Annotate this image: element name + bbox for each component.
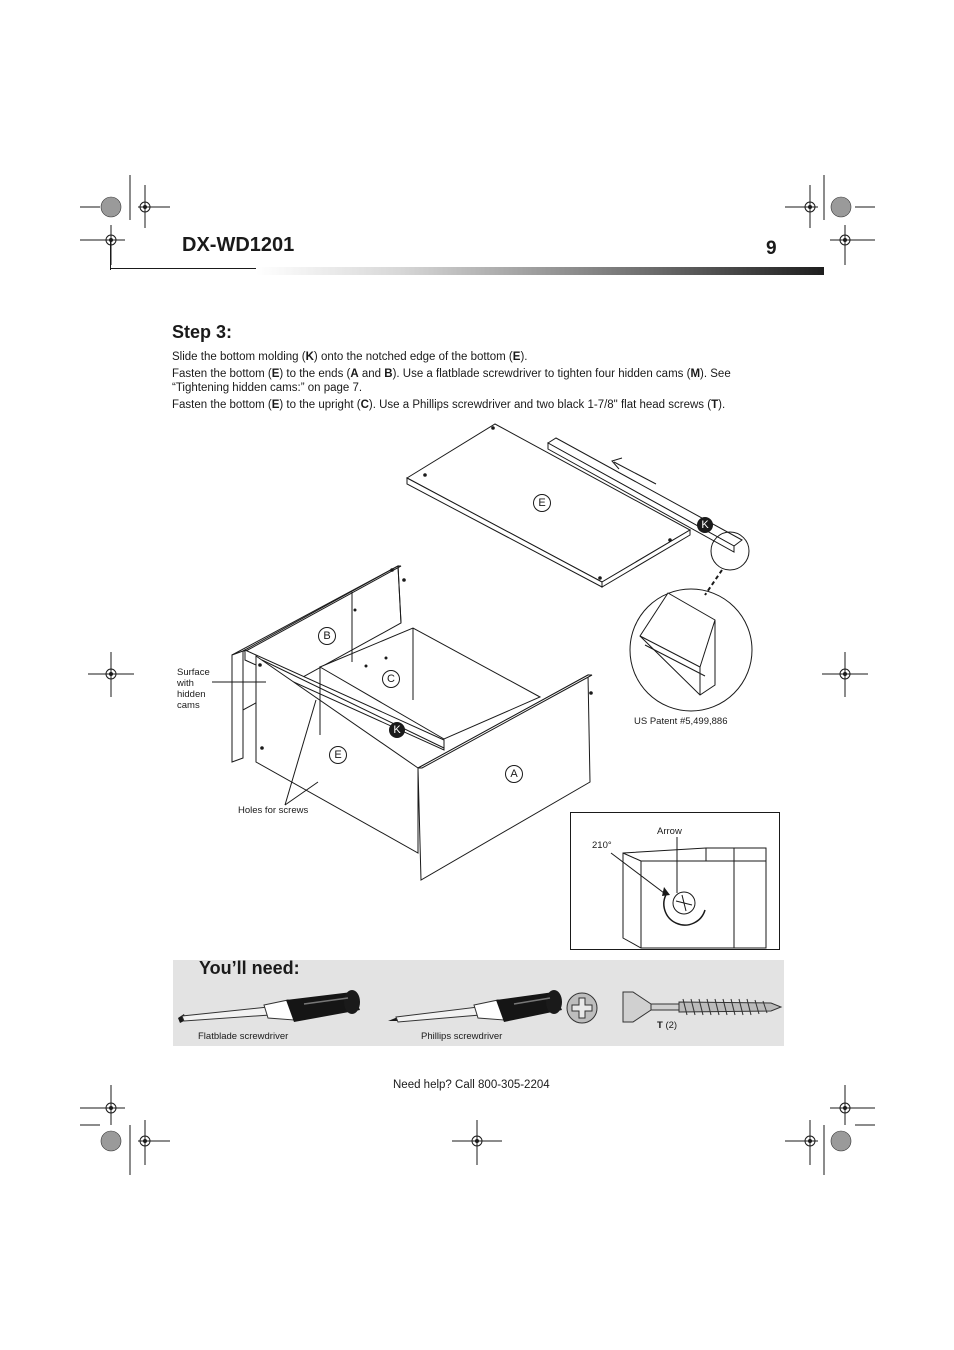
page-number: 9 (766, 238, 777, 259)
text: ). Use a Phillips screwdriver and two black 1-7/8" flat head screws ( (368, 399, 712, 411)
cam-inset (570, 812, 780, 950)
part-label-e-top: E (533, 494, 551, 512)
part-ref: A (350, 368, 359, 380)
part-label-k-top: K (697, 517, 713, 533)
part-ref: C (360, 399, 369, 411)
flatblade-screwdriver-icon (176, 988, 366, 1028)
arrow-label: Arrow (657, 826, 682, 837)
surface-label-line: with (177, 678, 194, 689)
part-ref: E (271, 368, 280, 380)
text: ). Use a flatblade screwdriver to tighten four hidden cams ( (392, 368, 691, 380)
text: Fasten the bottom ( (172, 368, 272, 380)
screw-count: (2) (665, 1020, 678, 1031)
text: ) onto the notched edge of the bottom ( (313, 351, 513, 363)
text: ). (718, 399, 726, 411)
screw-label (657, 1020, 677, 1031)
patent-label: US Patent #5,499,886 (634, 716, 728, 727)
text: ). See “Tightening hidden cams:” on page 7. (172, 368, 731, 394)
surface-label-line: cams (177, 700, 200, 711)
text: ) to the ends ( (279, 368, 351, 380)
surface-label-line: hidden (177, 689, 206, 700)
part-ref: K (305, 351, 314, 363)
help-line: Need help? Call 800-305-2204 (393, 1079, 550, 1091)
phillips-screwdriver-icon (386, 988, 566, 1028)
text: Slide the bottom molding ( (172, 351, 306, 363)
text: Fasten the bottom ( (172, 399, 272, 411)
model-number: DX-WD1201 (182, 234, 295, 256)
text: and (358, 368, 385, 380)
part-ref: T (711, 399, 719, 411)
phillips-label: Phillips screwdriver (421, 1031, 503, 1042)
screw-letter: T (657, 1020, 663, 1031)
surface-label (177, 667, 210, 711)
part-ref: B (384, 368, 393, 380)
youll-need-title: You’ll need: (199, 958, 300, 978)
text: ) to the upright ( (279, 399, 361, 411)
part-label-a: A (505, 765, 523, 783)
part-ref: M (690, 368, 701, 380)
holes-label: Holes for screws (238, 805, 309, 816)
text: ). (520, 351, 528, 363)
phillips-head-icon (566, 992, 598, 1024)
flatblade-label: Flatblade screwdriver (198, 1031, 289, 1042)
part-ref: E (271, 399, 280, 411)
flat-head-screw-icon (621, 990, 783, 1024)
surface-label-line: Surface (177, 667, 210, 678)
part-label-e-front: E (329, 746, 347, 764)
part-ref: E (512, 351, 521, 363)
part-label-c: C (382, 670, 400, 688)
part-label-b: B (318, 627, 336, 645)
step-title: Step 3: (172, 322, 233, 342)
part-label-k-mid: K (389, 722, 405, 738)
angle-label: 210° (592, 840, 612, 851)
